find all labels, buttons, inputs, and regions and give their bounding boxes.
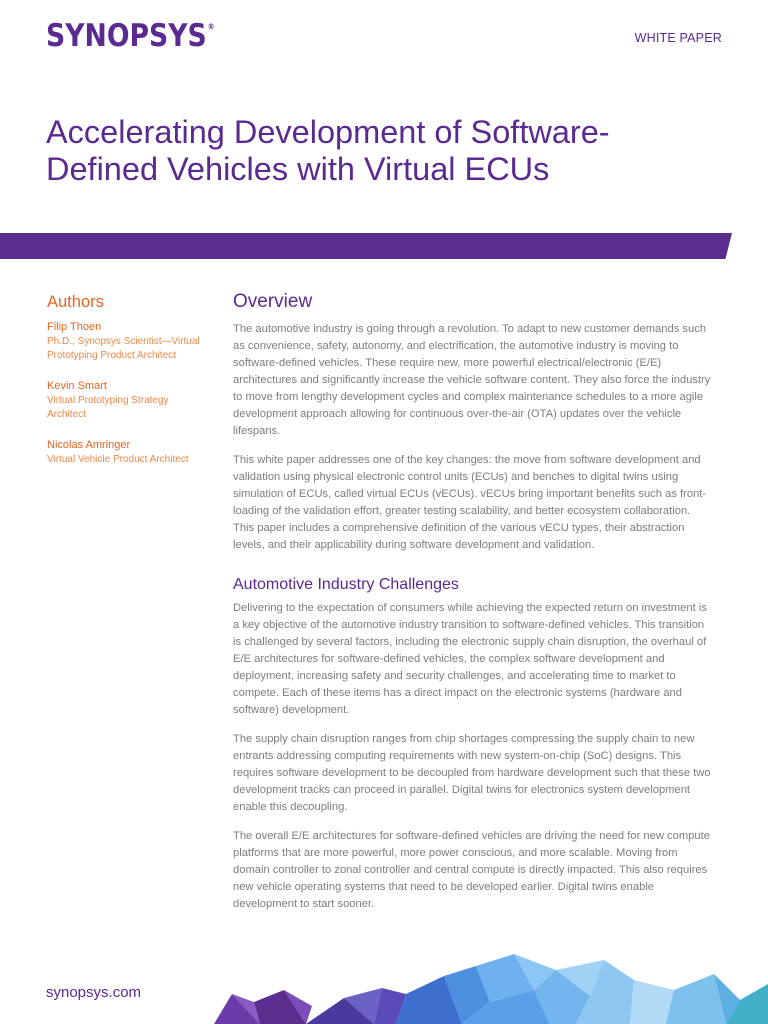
page-title: Accelerating Development of Software-Defined Vehicles with Virtual ECUs — [46, 114, 610, 187]
document-type-label: WHITE PAPER — [634, 31, 722, 45]
registered-mark: ® — [207, 22, 215, 31]
challenges-paragraph: Delivering to the expectation of consumers while achieving the expected return on investment is a key objective of the automotive industry transition to software-defined vehicles. This transition is challenged by several factors, including the electronic supply chain disruption, the overhaul of E/E architectures for software-defined vehicles, the complex software development and deployment, increasing safety and security challenges, and accelerating time to market to compete. Each of these items has a direct impact on the electronic systems (hardware and software) development. — [233, 602, 707, 716]
challenges-paragraph: The supply chain disruption ranges from chip shortages compressing the supply chain to new entrants addressing computing requirements with new system-on-chip (SoC) designs. This requires software development to be decoupled from hardware development such that these two development tracks can proceed in parallel. Digital twins for electronics system development enable this decoupling. — [233, 733, 711, 813]
purple-divider-band — [0, 233, 732, 259]
authors-heading: Authors — [47, 293, 104, 311]
author-name: Nicolas Amringer — [47, 439, 131, 451]
author-name: Filip Thoen — [47, 321, 102, 333]
author-role: Virtual Vehicle Product Architect — [47, 454, 189, 465]
challenges-paragraph: The overall E/E architectures for software-defined vehicles are driving the need for new compute platforms that are more powerful, more power conscious, and more scalable. Moving from domain controller to zonal controller and central compute is directly impacted. This also requires new vehicle operating systems that need to be developed earlier. Digital twins enable development to start sooner. — [233, 830, 710, 910]
overview-paragraph: This white paper addresses one of the key changes: the move from software development and validation using physical electronic control units (ECUs) and benches to digital twins using simulation of ECUs, called virtual ECUs (vECUs). vECUs bring important benefits such as front-loading of the validation effort, greater testing scalability, and better ecosystem collaboration. This paper includes a comprehensive definition of the various vECU types, their abstraction levels, and their applicability during software development and validation. — [233, 454, 707, 551]
author-name: Kevin Smart — [47, 380, 107, 392]
authors-sidebar — [47, 293, 207, 483]
overview-paragraph: The automotive industry is going through a revolution. To adapt to new customer demands such as convenience, safety, autonomy, and electrification, the automotive industry is moving to software-defined vehicles. These require new, more powerful electrical/electronic (E/E) architectures and significantly increase the vehicle software content. They also force the industry to move from lengthy development cycles and complex maintenance schedules to a more agile development approach allowing for continuous over-the-air (OTA) updates over the vehicle lifespans. — [233, 323, 711, 437]
decorative-polygon-art — [214, 950, 768, 1024]
website-link[interactable]: synopsys.com — [46, 984, 142, 1001]
author-entry — [47, 379, 207, 422]
logo-text: SYNOPSYS — [46, 18, 207, 54]
author-entry — [47, 320, 207, 363]
author-role: Ph.D., Synopsys Scientist—Virtual Prototyping Product Architect — [47, 336, 200, 361]
overview-heading: Overview — [233, 291, 313, 312]
main-content — [233, 291, 713, 925]
author-role: Virtual Prototyping Strategy Architect — [47, 395, 169, 420]
author-entry — [47, 438, 207, 467]
synopsys-logo — [46, 18, 214, 54]
challenges-heading: Automotive Industry Challenges — [233, 576, 459, 593]
